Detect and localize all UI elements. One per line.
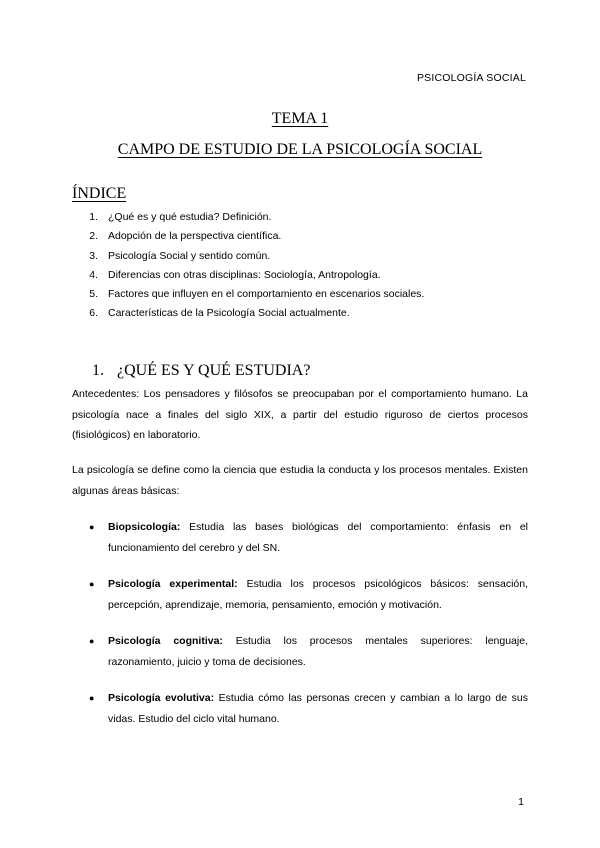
section-heading [92,362,310,380]
index-item [72,304,532,323]
index-item [72,208,532,227]
index-item-number: 1. [89,211,98,223]
bullet-text: Estudia las bases biológicas del comportamiento: énfasis en el funcionamiento del cerebro y del SN. [108,521,528,554]
list-item [72,517,528,558]
list-item [72,574,528,615]
running-header: PSICOLOGÍA SOCIAL [416,72,526,84]
index-item-text: Factores que influyen en el comportamiento en escenarios sociales. [108,288,425,301]
index-item-text: Adopción de la perspectiva científica. [108,230,282,243]
index-item-text: Diferencias con otras disciplinas: Sociología, Antropología. [108,268,381,281]
bullet-term: Biopsicología: [108,521,181,533]
index-item-number: 4. [89,268,98,281]
index-item [72,227,532,246]
bullet-text: Estudia cómo las personas crecen y cambian a lo largo de sus vidas. Estudio del ciclo vital humano. [108,692,528,725]
bullet-term: Psicología cognitiva: [108,635,223,647]
bullet-icon: ● [89,693,95,703]
bullet-icon: ● [89,579,95,589]
bullet-term: Psicología evolutiva: [108,692,215,704]
bullet-text: Estudia los procesos psicológicos básicos: sensación, percepción, aprendizaje, memoria, pensamiento, emoción y motivación. [108,578,528,611]
paragraph-definicion: La psicología se define como la ciencia que estudia la conducta y los procesos mentales. Existen algunas áreas básicas: [72,464,528,497]
bullet-term: Psicología experimental: [108,578,238,590]
title-line-2: CAMPO DE ESTUDIO DE LA PSICOLOGÍA SOCIAL [117,141,483,158]
bullet-text: Estudia los procesos mentales superiores: lenguaje, razonamiento, juicio y toma de decisiones. [108,635,528,668]
index-item-number: 2. [89,230,98,243]
index-heading: ÍNDICE [72,185,127,202]
section-number: 1. [92,362,104,379]
areas-list [72,517,528,745]
index-item-text: Psicología Social y sentido común. [108,249,271,262]
paragraph-antecedentes: Antecedentes: Los pensadores y filósofos se preocupaban por el comportamiento humano. La psicología nace a finales del siglo XIX, a partir del estudio riguroso de ciertos procesos (fisiológicos) en laboratorio. [72,388,528,441]
index-item-text: Características de la Psicología Social actualmente. [108,307,350,320]
index-item [72,285,532,304]
bullet-icon: ● [89,522,95,532]
page-number: 1 [518,796,524,808]
list-item [72,688,528,729]
bullet-icon: ● [89,636,95,646]
section-title: ¿QUÉ ES Y QUÉ ESTUDIA? [117,362,311,379]
document-title [0,110,600,159]
index-item [72,266,532,285]
index-item-number: 5. [89,288,98,301]
index-list [72,208,532,324]
index-item-number: 3. [89,249,98,262]
title-line-1: TEMA 1 [271,110,329,127]
list-item [72,631,528,672]
index-item-number: 6. [89,307,98,320]
index-item-text: ¿Qué es y qué estudia? Definición. [108,211,272,223]
index-item [72,247,532,266]
